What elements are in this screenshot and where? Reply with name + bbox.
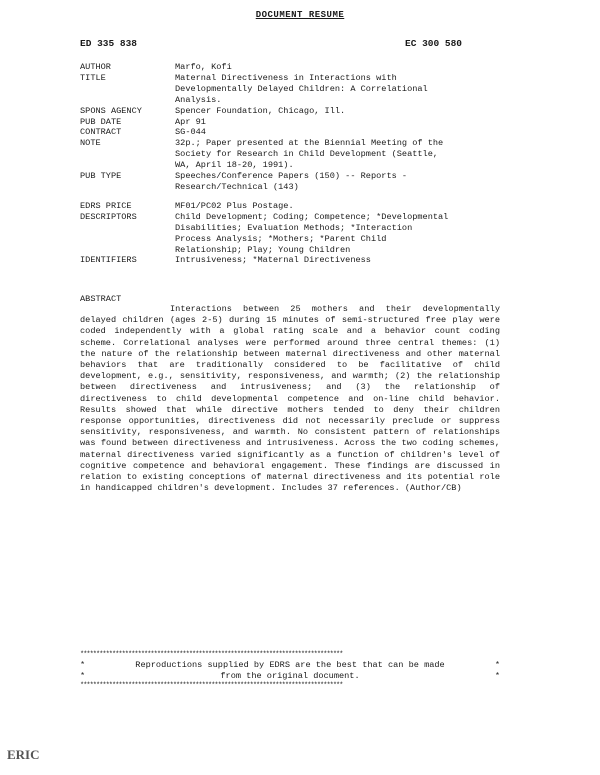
field-label: PUB TYPE (80, 171, 122, 182)
field-row (80, 106, 520, 117)
metadata-fields (80, 62, 520, 266)
field-label (80, 149, 175, 160)
abstract-text: Interactions between 25 mothers and their developmentally delayed children (ages 2-5) during 15 minutes of semi-structured free play were coded independently with a global rating scale and a behavior count coding scheme. Correlational analyses were performed around three central themes: (1) the nature of the relationship between maternal directiveness and other maternal behaviors that are traditionally considered to be facilitative of child development, e.g., sensitivity, responsiveness, and warmth; (2) the relationship between directiveness and intrusiveness; and (3) the relationship of directiveness to child developmental competence and on-line child behavior. Results showed that while directive mothers tended to deny their children response opportunities, directiveness did not necessarily preclude or suppress sensitivity, responsiveness, and warmth. No consistent pattern of relationships was found between directiveness and intrusiveness. Across the two coding schemes, maternal directiveness varied significantly as a function of children's level of cognitive competence and behavioral engagement. These findings are discussed in relation to existing conceptions of maternal directiveness and its potential role in handicapped children's development. Includes 37 references. (Author/CB) (80, 304, 500, 494)
field-value: Maternal Directiveness in Interactions with (175, 72, 397, 83)
field-value (175, 193, 520, 201)
field-label (80, 84, 175, 95)
field-row (80, 245, 520, 256)
field-row (80, 127, 520, 138)
field-row (80, 234, 520, 245)
field-value: WA, April 18-20, 1991). (175, 160, 294, 171)
field-value: Spencer Foundation, Chicago, Ill. (175, 105, 346, 116)
field-label: PUB DATE (80, 116, 122, 127)
field-label: EDRS PRICE (80, 200, 132, 211)
field-value: MF01/PC02 Plus Postage. (175, 200, 294, 211)
field-row (80, 223, 520, 234)
field-label (80, 182, 175, 193)
field-label: DESCRIPTORS (80, 211, 137, 222)
field-label (80, 245, 175, 256)
field-row (80, 117, 520, 128)
field-row (80, 182, 520, 193)
ec-number: EC 300 580 (405, 38, 463, 49)
field-label: IDENTIFIERS (80, 255, 137, 266)
document-header: DOCUMENT RESUME (255, 10, 345, 20)
field-value: Disabilities; Evaluation Methods; *Interaction (175, 222, 413, 233)
field-label (80, 223, 175, 234)
star-left: * (80, 671, 86, 681)
field-value: Analysis. (175, 94, 222, 105)
field-value: Speeches/Conference Papers (150) -- Reports - (175, 171, 408, 182)
field-label (80, 193, 175, 201)
field-row (80, 171, 520, 182)
eric-logo-text: ERIC (7, 747, 40, 762)
star-left: * (80, 660, 86, 670)
repro-text-1: Reproductions supplied by EDRS are the best that can be made (135, 660, 445, 670)
field-value: 32p.; Paper presented at the Biennial Meeting of the (175, 138, 444, 149)
field-label (80, 234, 175, 245)
field-value: Process Analysis; *Mothers; *Parent Child (175, 233, 387, 244)
star-border-top: ********************************************************************************** (80, 651, 343, 659)
field-value: Marfo, Kofi (175, 62, 232, 72)
repro-line-1 (80, 660, 500, 671)
field-value: Child Development; Coding; Competence; *Developmental (175, 211, 449, 222)
field-value: SG-044 (175, 127, 206, 138)
field-row (80, 73, 520, 84)
field-label: SPONS AGENCY (80, 105, 142, 116)
field-label: TITLE (80, 72, 106, 83)
field-row (80, 84, 520, 95)
field-row (80, 95, 520, 106)
field-row (80, 212, 520, 223)
reproduction-notice (80, 651, 500, 691)
field-value: Intrusiveness; *Maternal Directiveness (175, 255, 371, 266)
star-border-bottom: ********************************************************************************** (80, 682, 343, 690)
field-row (80, 193, 520, 201)
eric-logo (6, 742, 40, 768)
field-label (80, 95, 175, 106)
field-row (80, 62, 520, 73)
field-label: CONTRACT (80, 127, 122, 138)
field-row (80, 149, 520, 160)
field-row (80, 201, 520, 212)
field-label: NOTE (80, 138, 101, 149)
field-value: Society for Research in Child Development (Seattle, (175, 149, 439, 160)
star-right: * (494, 660, 500, 670)
field-value: Apr 91 (175, 116, 206, 127)
field-row (80, 255, 520, 266)
field-value: Research/Technical (143) (175, 181, 299, 192)
field-row (80, 138, 520, 149)
field-row (80, 160, 520, 171)
ed-number: ED 335 838 (80, 38, 138, 49)
field-value: Relationship; Play; Young Children (175, 244, 351, 255)
star-right: * (494, 671, 500, 681)
field-label: AUTHOR (80, 62, 111, 72)
abstract-label: ABSTRACT (80, 294, 122, 304)
field-label (80, 160, 175, 171)
repro-line-2 (80, 671, 500, 682)
repro-text-2: from the original document. (220, 671, 360, 681)
field-value: Developmentally Delayed Children: A Correlational (175, 83, 428, 94)
